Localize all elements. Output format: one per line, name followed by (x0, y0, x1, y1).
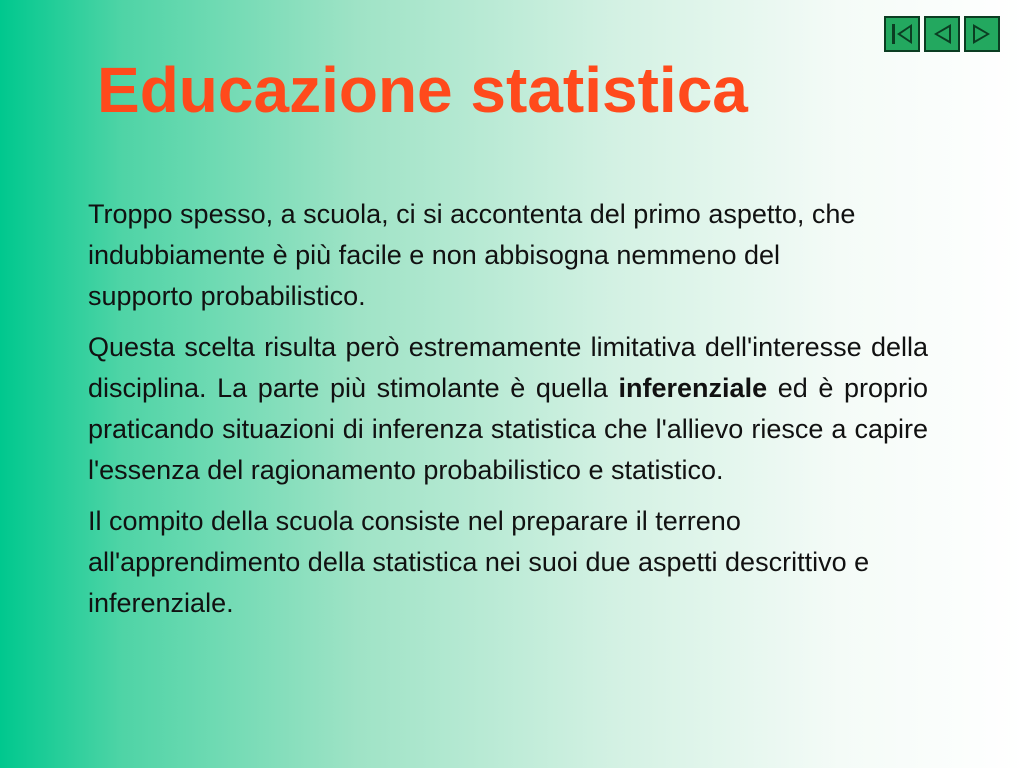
slide-navigation (884, 16, 1000, 52)
paragraph-2-start: Questa scelta risulta però estremamente limitativa dell'interesse della disciplina. La parte più stimolante è quella (88, 332, 928, 403)
paragraph-2-end: ed è proprio praticando situazioni di inferenza statistica che l'allievo riesce a capire l'essenza del ragionamento probabilistico e statistico. (88, 373, 928, 485)
paragraph-2 (88, 327, 928, 491)
first-slide-button[interactable] (884, 16, 920, 52)
previous-slide-icon (928, 20, 956, 48)
previous-slide-button[interactable] (924, 16, 960, 52)
slide-body (88, 194, 928, 624)
paragraph-3: Il compito della scuola consiste nel preparare il terreno all'apprendimento della statistica nei suoi due aspetti descrittivo e inferenziale. (88, 506, 870, 618)
paragraph-1: Troppo spesso, a scuola, ci si accontenta del primo aspetto, che indubbiamente è più facile e non abbisogna nemmeno del supporto probabilistico. (88, 199, 856, 311)
slide-title: Educazione statistica (97, 54, 748, 126)
next-slide-button[interactable] (964, 16, 1000, 52)
paragraph-2-bold-term: inferenziale (618, 373, 768, 403)
next-slide-icon (968, 20, 996, 48)
first-slide-icon (888, 20, 916, 48)
